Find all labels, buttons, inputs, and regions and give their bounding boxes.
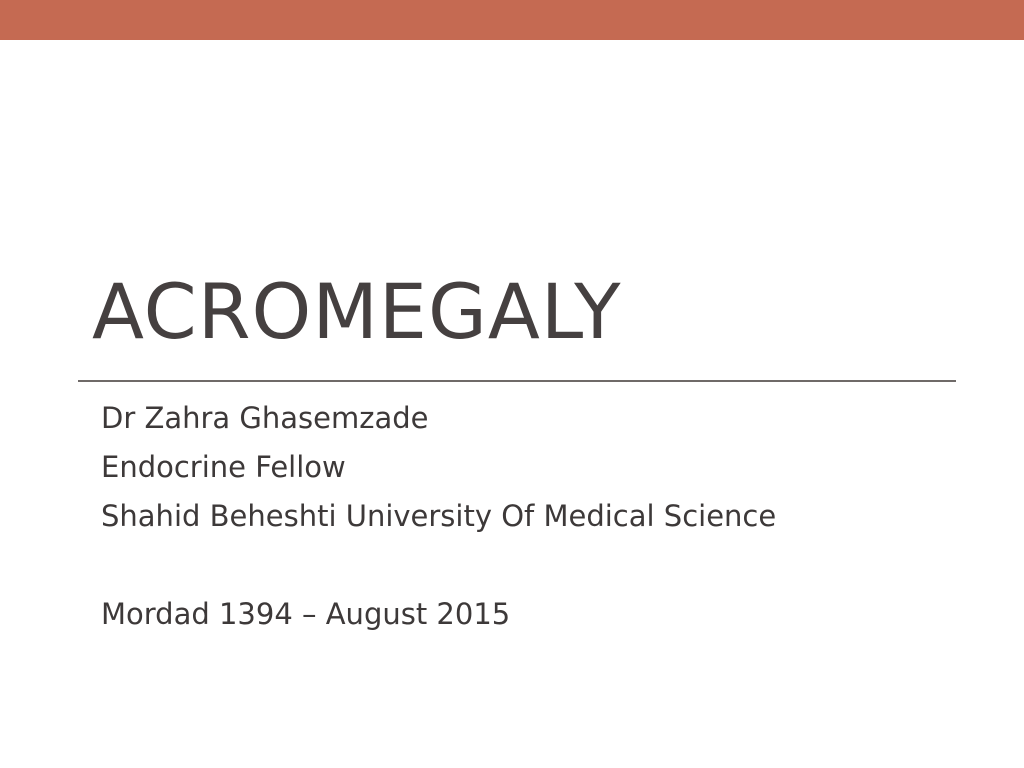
presenter-name: Dr Zahra Ghasemzade [101, 401, 429, 435]
presenter-role: Endocrine Fellow [101, 450, 346, 484]
slide-title: ACROMEGALY [92, 267, 622, 356]
presenter-institution: Shahid Beheshti University Of Medical Science [101, 499, 777, 533]
subtitle-spacer [101, 541, 776, 590]
accent-bar [0, 0, 1024, 40]
subtitle-block [101, 394, 776, 639]
presentation-date: Mordad 1394 – August 2015 [101, 597, 511, 631]
title-divider [78, 380, 956, 382]
